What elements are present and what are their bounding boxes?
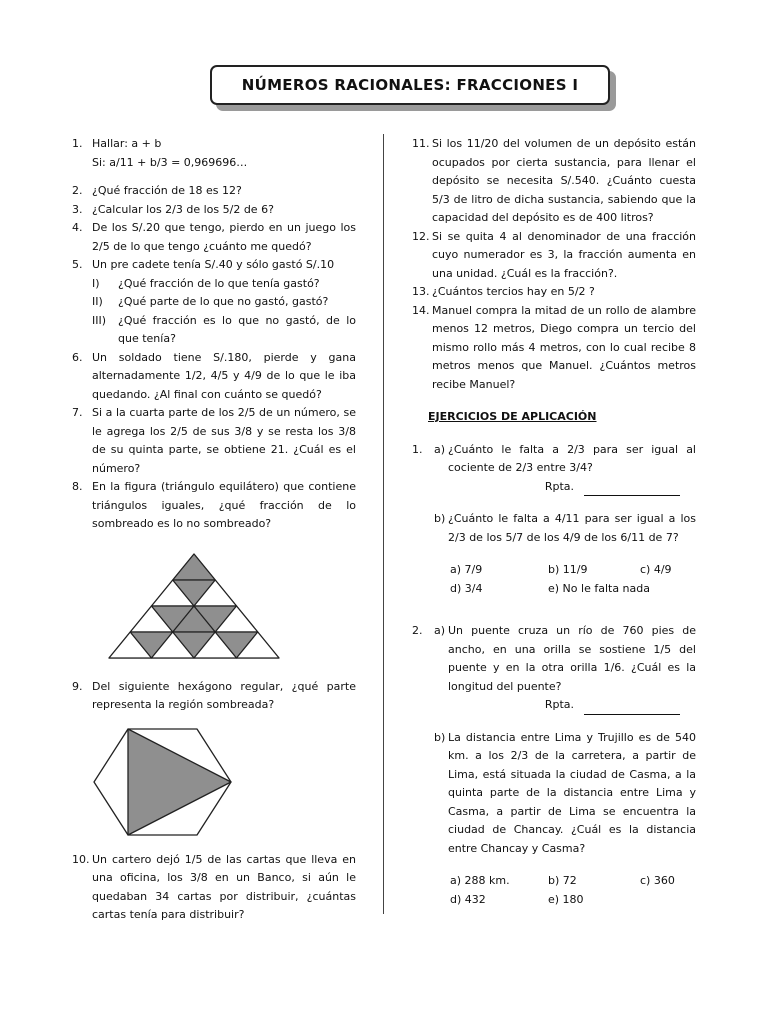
options-grid bbox=[450, 561, 696, 598]
page-title: NÚMEROS RACIONALES: FRACCIONES I bbox=[241, 76, 579, 94]
problem-11 bbox=[412, 135, 696, 228]
problem-number: 1. bbox=[72, 137, 83, 150]
problem-10 bbox=[72, 851, 356, 925]
roman-numeral: II) bbox=[92, 295, 103, 308]
problem-number: 10. bbox=[72, 852, 90, 866]
column-divider bbox=[383, 134, 384, 914]
problem-number: 11. bbox=[412, 137, 430, 150]
problem-5 bbox=[72, 256, 356, 275]
problem-9 bbox=[72, 678, 356, 715]
part-letter: a) bbox=[434, 442, 446, 456]
option: c) 360 bbox=[640, 874, 675, 887]
problem-7 bbox=[72, 404, 356, 478]
problem-number: 8. bbox=[72, 480, 83, 493]
problem-text: De los S/.20 que tengo, pierdo en un juego los 2/5 de lo que tengo ¿cuánto me quedó? bbox=[92, 221, 356, 253]
answer-label: Rpta. bbox=[544, 479, 574, 493]
subquestion-text: ¿Qué fracción es lo que no gastó, de lo que tenía? bbox=[118, 313, 356, 345]
problem-number: 9. bbox=[72, 679, 83, 693]
problem-text: Si se quita 4 al denominador de una fracción cuyo numerador es 3, la fracción aumenta en una unidad. ¿Cuál es la fracción?. bbox=[432, 229, 696, 280]
left-column bbox=[72, 135, 356, 925]
subquestion-3 bbox=[92, 312, 356, 349]
problem-equation: Si: a/11 + b/3 = 0,969696… bbox=[92, 155, 248, 169]
exercise-text: ¿Cuánto le falta a 2/3 para ser igual al cociente de 2/3 entre 3/4? bbox=[448, 442, 696, 474]
problem-text: Manuel compra la mitad de un rollo de alambre menos 12 metros, Diego compra un tercio del mismo rollo más 4 metros, con lo cual recibe 8 metros menos que Manuel. ¿Cuántos metros recibe Manuel? bbox=[432, 303, 696, 391]
subquestion-text: ¿Qué fracción de lo que tenía gastó? bbox=[118, 276, 320, 290]
answer-blank bbox=[584, 483, 680, 496]
hexagon-figure bbox=[72, 725, 356, 839]
problem-number: 7. bbox=[72, 406, 83, 419]
roman-numeral: III) bbox=[92, 313, 107, 327]
problem-text: Un soldado tiene S/.180, pierde y gana alternadamente 1/2, 4/5 y 4/9 de lo que le iba quedando. ¿Al final con cuánto se quedó? bbox=[92, 350, 356, 401]
problem-2 bbox=[72, 182, 356, 201]
option: c) 4/9 bbox=[640, 563, 672, 576]
problem-text: Un pre cadete tenía S/.40 y sólo gastó S/.10 bbox=[92, 258, 335, 271]
exercise-1 bbox=[412, 441, 696, 548]
exercise-2 bbox=[412, 622, 696, 858]
problem-4 bbox=[72, 219, 356, 256]
subquestion-text: ¿Qué parte de lo que no gastó, gastó? bbox=[118, 295, 329, 308]
exercise-part-b bbox=[434, 729, 696, 859]
problem-number: 6. bbox=[72, 350, 83, 364]
options-grid bbox=[450, 872, 696, 909]
problem-number: 13. bbox=[412, 285, 430, 298]
exercise-part-a bbox=[434, 622, 696, 696]
problem-text: Si a la cuarta parte de los 2/5 de un número, se le agrega los 2/5 de sus 3/8 y se resta los 3/8 de su quinta parte, se obtiene 21. ¿Cuál es el número? bbox=[92, 406, 356, 475]
option: d) 3/4 bbox=[450, 581, 483, 595]
problem-number: 14. bbox=[412, 303, 430, 317]
exercise-part-a bbox=[434, 441, 696, 478]
problem-number: 12. bbox=[412, 229, 430, 243]
problem-13 bbox=[412, 283, 696, 302]
problem-text: ¿Qué fracción de 18 es 12? bbox=[92, 184, 242, 197]
option: e) No le falta nada bbox=[548, 581, 650, 595]
part-letter: b) bbox=[434, 512, 446, 525]
answer-label: Rpta. bbox=[544, 698, 574, 711]
answer-line bbox=[434, 478, 696, 497]
option: d) 432 bbox=[450, 892, 486, 906]
answer-blank bbox=[584, 702, 680, 715]
option: a) 7/9 bbox=[450, 563, 483, 576]
problem-3 bbox=[72, 201, 356, 220]
subquestion-1 bbox=[92, 275, 356, 294]
problem-text: En la figura (triángulo equilátero) que contiene triángulos iguales, ¿qué fracción de lo sombreado es lo no sombreado? bbox=[92, 480, 356, 530]
problem-text: Si los 11/20 del volumen de un depósito están ocupados por cierta sustancia, para llenar el depósito se necesita S/.540. ¿Cuánto cuesta 5/3 de litro de dicha sustancia, sabiendo que la capacidad del depósito es de 400 litros? bbox=[432, 137, 696, 224]
title-box bbox=[210, 65, 610, 105]
problem-number: 2. bbox=[72, 184, 83, 197]
problem-1 bbox=[72, 135, 356, 172]
right-column bbox=[412, 135, 696, 909]
part-letter: b) bbox=[434, 730, 446, 744]
exercise-part-b bbox=[434, 510, 696, 547]
option: b) 72 bbox=[548, 874, 577, 887]
section-heading: EJERCICIOS DE APLICACIÓN bbox=[428, 410, 597, 423]
exercise-text: La distancia entre Lima y Trujillo es de 540 km. a los 2/3 de la carretera, a partir de Lima, está situada la ciudad de Casma, a la quinta parte de la distancia entre Lima y Casma, a partir de Lima se encuentra la ciudad de Chancay. ¿Cuál es la distancia entre Chancay y Casma? bbox=[448, 730, 696, 855]
problem-text: ¿Cuántos tercios hay en 5/2 ? bbox=[432, 285, 595, 298]
problem-text: Hallar: a + b bbox=[92, 137, 162, 150]
problem-number: 4. bbox=[72, 221, 83, 234]
part-letter: a) bbox=[434, 624, 446, 637]
shaded-triangle bbox=[173, 554, 216, 580]
problem-12 bbox=[412, 228, 696, 284]
subquestion-2 bbox=[92, 293, 356, 312]
problem-text: ¿Calcular los 2/3 de los 5/2 de 6? bbox=[92, 202, 274, 216]
exercise-number: 1. bbox=[412, 442, 423, 456]
problem-14 bbox=[412, 302, 696, 395]
exercise-number: 2. bbox=[412, 624, 423, 637]
answer-line bbox=[434, 696, 696, 715]
exercise-text: Un puente cruza un río de 760 pies de ancho, en una orilla se sostiene 1/5 del puente y en la otra orilla 1/6. ¿Cuál es la longitud del puente? bbox=[448, 624, 696, 693]
problem-text: Del siguiente hexágono regular, ¿qué parte representa la región sombreada? bbox=[92, 679, 356, 711]
problem-6 bbox=[72, 349, 356, 405]
problem-number: 3. bbox=[72, 202, 83, 216]
option: e) 180 bbox=[548, 892, 584, 906]
triangle-figure bbox=[72, 552, 356, 664]
option: a) 288 km. bbox=[450, 874, 510, 887]
problem-number: 5. bbox=[72, 258, 83, 271]
option: b) 11/9 bbox=[548, 563, 588, 576]
problem-8 bbox=[72, 478, 356, 534]
roman-numeral: I) bbox=[92, 276, 100, 290]
exercise-text: ¿Cuánto le falta a 4/11 para ser igual a los 2/3 de los 5/7 de los 4/9 de los 6/11 de 7? bbox=[448, 512, 696, 544]
problem-text: Un cartero dejó 1/5 de las cartas que lleva en una oficina, los 3/8 en un Banco, si aún le quedaban 34 cartas por distribuir, ¿cuántas cartas tenía para distribuir? bbox=[92, 852, 356, 921]
